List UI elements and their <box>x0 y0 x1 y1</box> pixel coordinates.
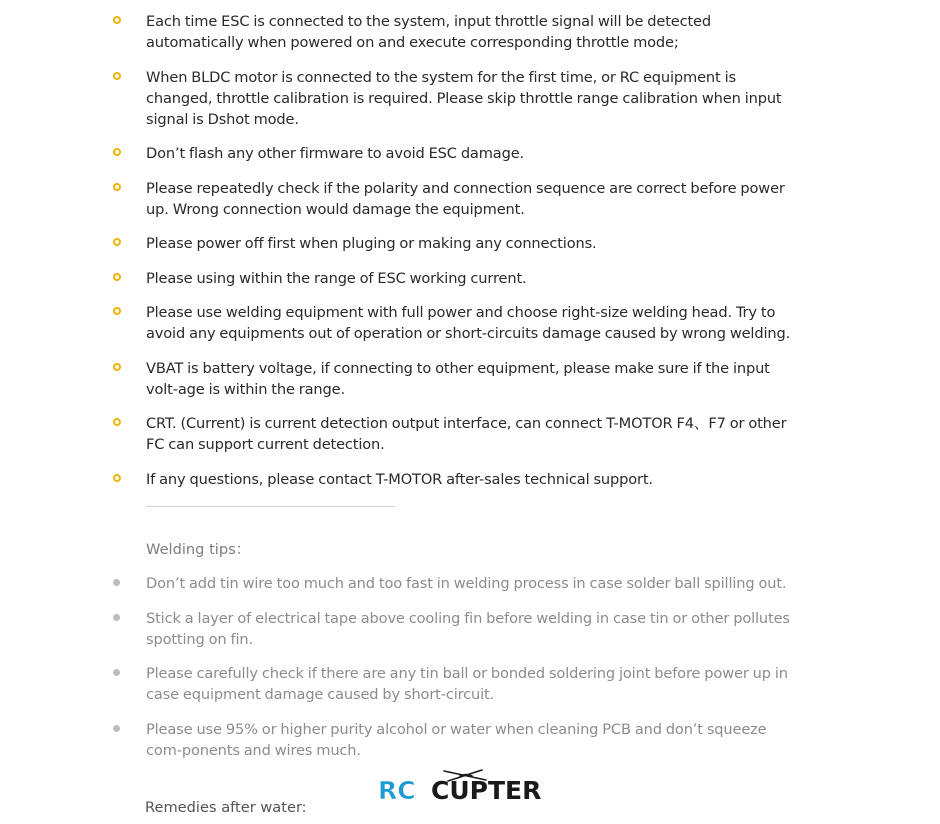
notice-item <box>146 302 796 344</box>
ring-bullet-icon <box>113 307 121 315</box>
notice-item <box>146 413 796 455</box>
ring-bullet-icon <box>113 72 121 80</box>
welding-tip-text: Stick a layer of electrical tape above cooling fin before welding in case tin or other pollutes spotting on fin. <box>146 610 790 648</box>
notice-item <box>146 233 796 254</box>
notice-item-text: Please repeatedly check if the polarity and connection sequence are correct before power up. Wrong connection would damage the equipment. <box>146 180 785 218</box>
notice-item-text: VBAT is battery voltage, if connecting to other equipment, please make sure if the input volt-age is within the range. <box>146 360 770 398</box>
welding-tip-item <box>146 719 796 761</box>
logo-text-rc: RC <box>378 776 416 805</box>
ring-bullet-icon <box>113 363 121 371</box>
dot-bullet-icon <box>113 669 120 676</box>
remedies-heading: Remedies after water: <box>145 799 307 816</box>
notice-item <box>146 11 796 53</box>
notice-item <box>146 268 796 289</box>
welding-tip-item <box>146 608 796 650</box>
notice-item <box>146 178 796 220</box>
dot-bullet-icon <box>113 725 120 732</box>
welding-tip-item <box>146 663 796 705</box>
rc-copter-watermark-logo <box>376 764 566 806</box>
ring-bullet-icon <box>113 238 121 246</box>
notice-item <box>146 143 796 164</box>
notice-item-text: When BLDC motor is connected to the system for the first time, or RC equipment is changed, throttle calibration is required. Please skip throttle range calibration when input signal is Dshot mode. <box>146 69 782 128</box>
notice-item <box>146 358 796 400</box>
ring-bullet-icon <box>113 148 121 156</box>
welding-tip-text: Please carefully check if there are any tin ball or bonded soldering joint before power up in case equipment damage caused by short-circuit. <box>146 665 788 703</box>
notice-item-text: Don’t flash any other firmware to avoid ESC damage. <box>146 145 525 162</box>
welding-tip-text: Don’t add tin wire too much and too fast in welding process in case solder ball spilling out. <box>146 575 787 592</box>
ring-bullet-icon <box>113 418 121 426</box>
notice-item <box>146 67 796 130</box>
welding-tip-text: Please use 95% or higher purity alcohol or water when cleaning PCB and don’t squeeze com-ponents and wires much. <box>146 721 767 759</box>
notice-item-text: CRT. (Current) is current detection output interface, can connect T-MOTOR F4、F7 or other FC can support current detection. <box>146 415 787 453</box>
logo-text-copter: CUPTER <box>431 776 542 805</box>
ring-bullet-icon <box>113 16 121 24</box>
notice-item-text: Please using within the range of ESC working current. <box>146 270 527 287</box>
notice-item-text: If any questions, please contact T-MOTOR after-sales technical support. <box>146 471 653 488</box>
ring-bullet-icon <box>113 183 121 191</box>
ring-bullet-icon <box>113 273 121 281</box>
dot-bullet-icon <box>113 614 120 621</box>
ring-bullet-icon <box>113 474 121 482</box>
welding-tip-item <box>146 573 796 594</box>
section-divider <box>146 506 395 507</box>
notice-item <box>146 469 796 490</box>
notice-item-text: Please power off first when pluging or making any connections. <box>146 235 597 252</box>
notice-item-text: Each time ESC is connected to the system, input throttle signal will be detected automatically when powered on and execute corresponding throttle mode; <box>146 13 712 51</box>
dot-bullet-icon <box>113 579 120 586</box>
welding-tips-heading: Welding tips： <box>146 541 251 558</box>
notice-item-text: Please use welding equipment with full power and choose right-size welding head. Try to avoid any equipments out of operation or short-circuits damage caused by wrong welding. <box>146 304 791 342</box>
